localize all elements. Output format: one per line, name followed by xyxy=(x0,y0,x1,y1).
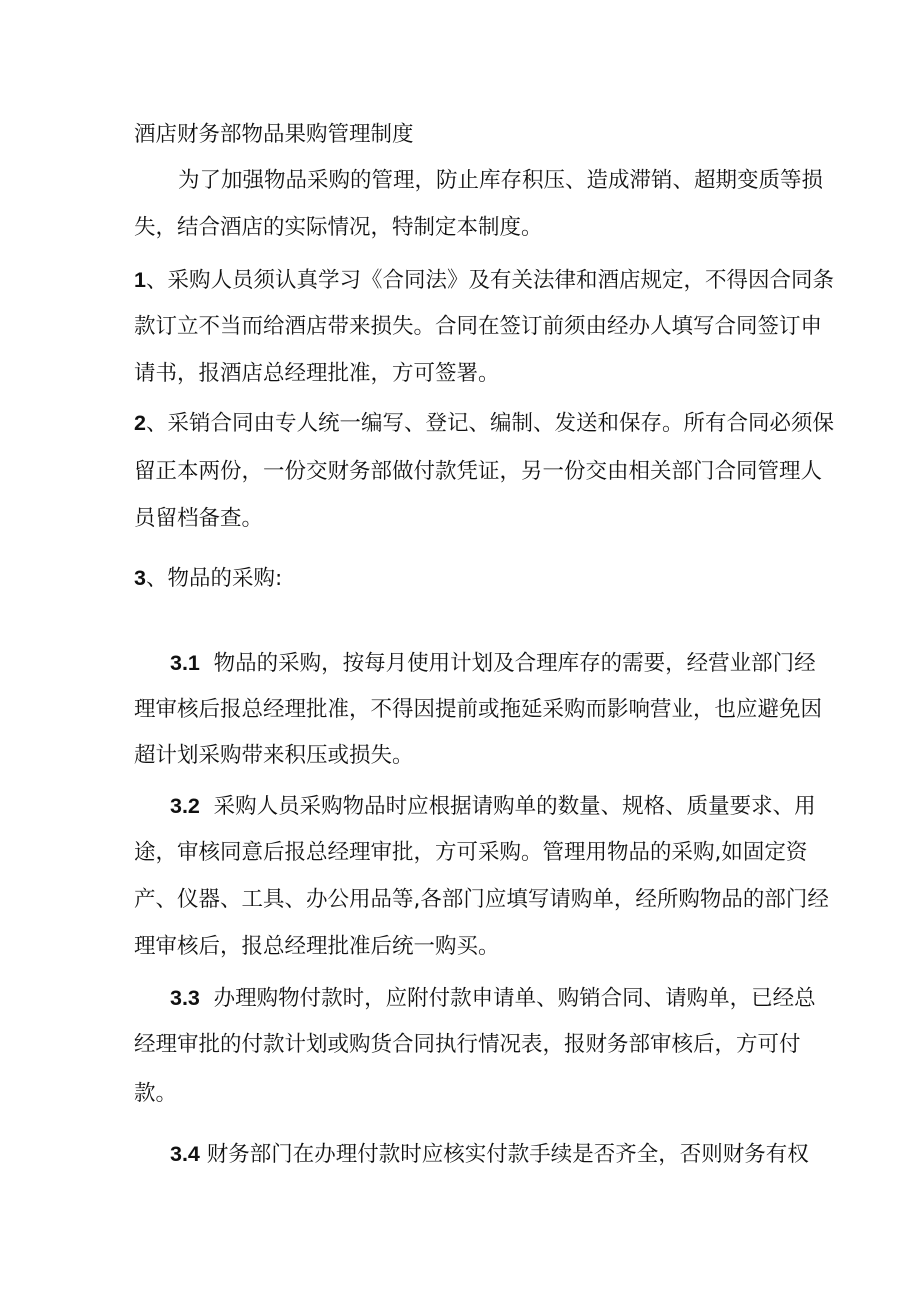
section-number: 2 xyxy=(134,411,146,435)
subsection-3-4-line: 3.4 财务部门在办理付款时应核实付款手续是否齐全，否则财务有权 xyxy=(170,1142,809,1167)
subsection-3-2-line: 3.2 采购人员采购物品时应根据请购单的数量、规格、质量要求、用 xyxy=(170,794,816,819)
subsection-number: 3.4 xyxy=(170,1142,200,1166)
document-title: 酒店财务部物品果购管理制度 xyxy=(134,122,414,147)
section-1-line: 请书，报酒店总经理批准，方可签署。 xyxy=(134,361,500,386)
section-2-line: 2、采销合同由专人统一编写、登记、编制、发送和保存。所有合同必须保 xyxy=(134,411,834,436)
subsection-3-3-line: 3.3 办理购物付款时，应附付款申请单、购销合同、请购单，已经总 xyxy=(170,986,816,1011)
subsection-number: 3.1 xyxy=(170,651,200,675)
subsection-3-3-line: 经理审批的付款计划或购货合同执行情况表，报财务部审核后，方可付 xyxy=(134,1032,801,1057)
section-2-line: 留正本两份，一份交财务部做付款凭证，另一份交由相关部门合同管理人 xyxy=(134,459,823,484)
subsection-3-1-line: 理审核后报总经理批准，不得因提前或拖延采购而影响营业，也应避免因 xyxy=(134,697,823,722)
section-number: 1 xyxy=(134,268,146,292)
intro-line: 失，结合酒店的实际情况，特制定本制度。 xyxy=(134,215,543,240)
subsection-3-2-line: 产、仪器、工具、办公用品等,各部门应填写请购单，经所购物品的部门经 xyxy=(134,887,829,912)
subsection-number: 3.2 xyxy=(170,794,200,818)
section-1-line: 1、采购人员须认真学习《合同法》及有关法律和酒店规定，不得因合同条 xyxy=(134,268,834,293)
section-1-line: 款订立不当而给酒店带来损失。合同在签订前须由经办人填写合同签订申 xyxy=(134,314,823,339)
subsection-3-3-line: 款。 xyxy=(134,1081,178,1106)
subsection-3-2-line: 理审核后，报总经理批准后统一购买。 xyxy=(134,934,500,959)
section-number: 3 xyxy=(134,566,146,590)
subsection-3-1-line: 3.1 物品的采购，按每月使用计划及合理库存的需要，经营业部门经 xyxy=(170,651,816,676)
intro-line: 为了加强物品采购的管理，防止库存积压、造成滞销、超期变质等损 xyxy=(178,168,824,193)
subsection-3-1-line: 超计划采购带来积压或损失。 xyxy=(134,743,414,768)
subsection-3-2-line: 途，审核同意后报总经理审批，方可采购。管理用物品的采购,如固定资 xyxy=(134,840,808,865)
subsection-number: 3.3 xyxy=(170,986,200,1010)
section-3-line: 3、物品的采购: xyxy=(134,566,283,591)
section-2-line: 员留档备查。 xyxy=(134,506,264,531)
